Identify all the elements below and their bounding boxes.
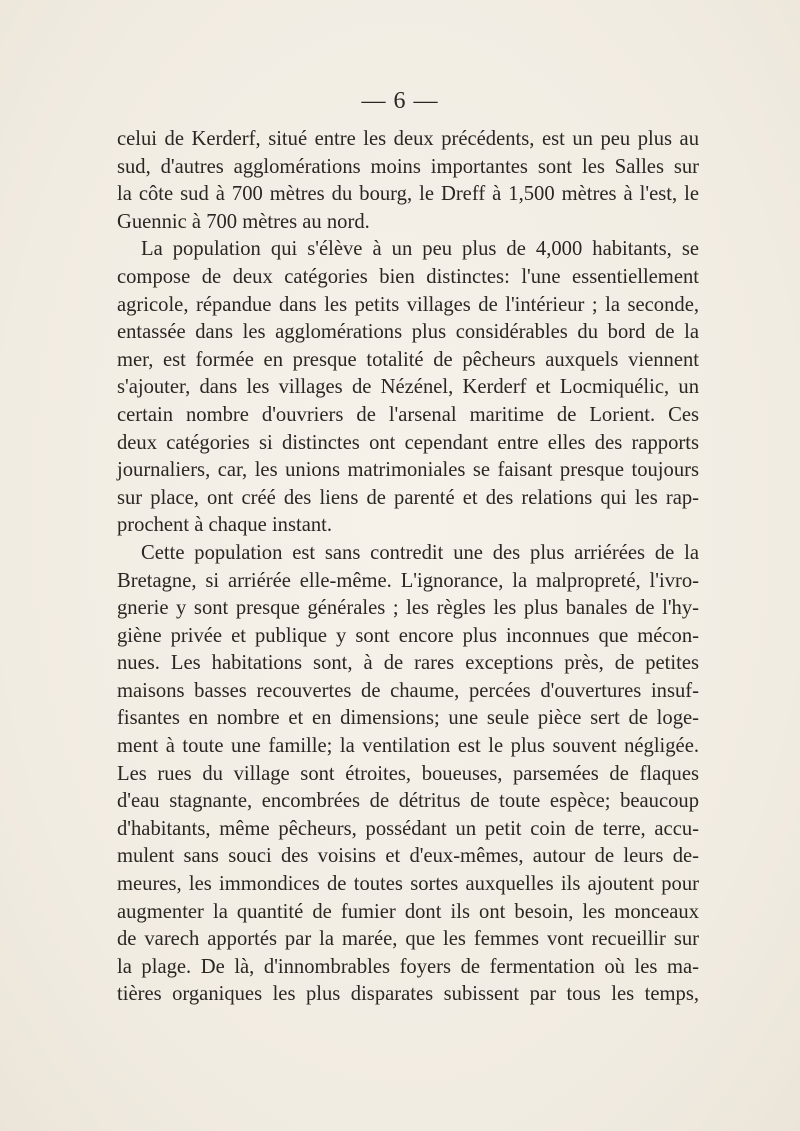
text-line: Les rues du village sont étroites, boueuses, parsemées de flaques — [117, 762, 699, 785]
text-line: ment à toute une famille; la ventilation est le plus souvent négligée. — [117, 735, 699, 758]
text-line: gnerie y sont presque générales ; les règles les plus banales de l'hy- — [117, 597, 699, 620]
text-line: journaliers, car, les unions matrimoniales se faisant presque toujours — [117, 459, 699, 482]
text-line: sur place, ont créé des liens de parenté et des relations qui les rap- — [117, 486, 699, 509]
text-line: giène privée et publique y sont encore plus inconnues que mécon- — [117, 624, 699, 647]
text-line: celui de Kerderf, situé entre les deux précédents, est un peu plus au — [117, 128, 699, 150]
page-number: — 6 — — [361, 88, 439, 114]
text-line: fisantes en nombre et en dimensions; une seule pièce sert de loge- — [117, 707, 699, 730]
text-line: La population qui s'élève à un peu plus de 4,000 habitants, se — [141, 238, 699, 261]
body-text — [117, 126, 699, 1009]
text-line: tières organiques les plus disparates subissent par tous les temps, — [117, 983, 699, 1006]
text-line: d'eau stagnante, encombrées de détritus de toute espèce; beaucoup — [117, 790, 699, 813]
text-line: s'ajouter, dans les villages de Nézénel, Kerderf et Locmiquélic, un — [117, 376, 699, 399]
text-line: entassée dans les agglomérations plus considérables du bord de la — [117, 321, 699, 344]
text-line: prochent à chaque instant. — [117, 514, 333, 537]
text-line: Bretagne, si arriérée elle-même. L'ignorance, la malpropreté, l'ivro- — [117, 569, 699, 592]
text-line: Cette population est sans contredit une des plus arriérées de la — [141, 541, 699, 564]
text-line: Guennic à 700 mètres au nord. — [117, 210, 370, 233]
text-line: meures, les immondices de toutes sortes auxquelles ils ajoutent pour — [117, 873, 699, 896]
text-line: nues. Les habitations sont, à de rares exceptions près, de petites — [117, 652, 699, 675]
text-line: de varech apportés par la marée, que les femmes vont recueillir sur — [117, 928, 699, 951]
text-line: mer, est formée en presque totalité de pêcheurs auxquels viennent — [117, 348, 699, 371]
text-line: deux catégories si distinctes ont cependant entre elles des rapports — [117, 431, 699, 454]
text-line: augmenter la quantité de fumier dont ils ont besoin, les monceaux — [117, 900, 699, 923]
text-line: mulent sans souci des voisins et d'eux-mêmes, autour de leurs de- — [117, 845, 699, 868]
text-line: d'habitants, même pêcheurs, possédant un petit coin de terre, accu- — [117, 817, 699, 840]
text-line: la plage. De là, d'innombrables foyers de fermentation où les ma- — [117, 955, 699, 978]
text-line: maisons basses recouvertes de chaume, percées d'ouvertures insuf- — [117, 679, 699, 702]
text-line: compose de deux catégories bien distinctes: l'une essentiellement — [117, 265, 699, 288]
text-line: sud, d'autres agglomérations moins importantes sont les Salles sur — [117, 155, 699, 178]
text-line: certain nombre d'ouvriers de l'arsenal maritime de Lorient. Ces — [117, 403, 699, 426]
text-line: agricole, répandue dans les petits villages de l'intérieur ; la seconde, — [117, 293, 699, 316]
text-line: la côte sud à 700 mètres du bourg, le Dreff à 1,500 mètres à l'est, le — [117, 183, 699, 206]
